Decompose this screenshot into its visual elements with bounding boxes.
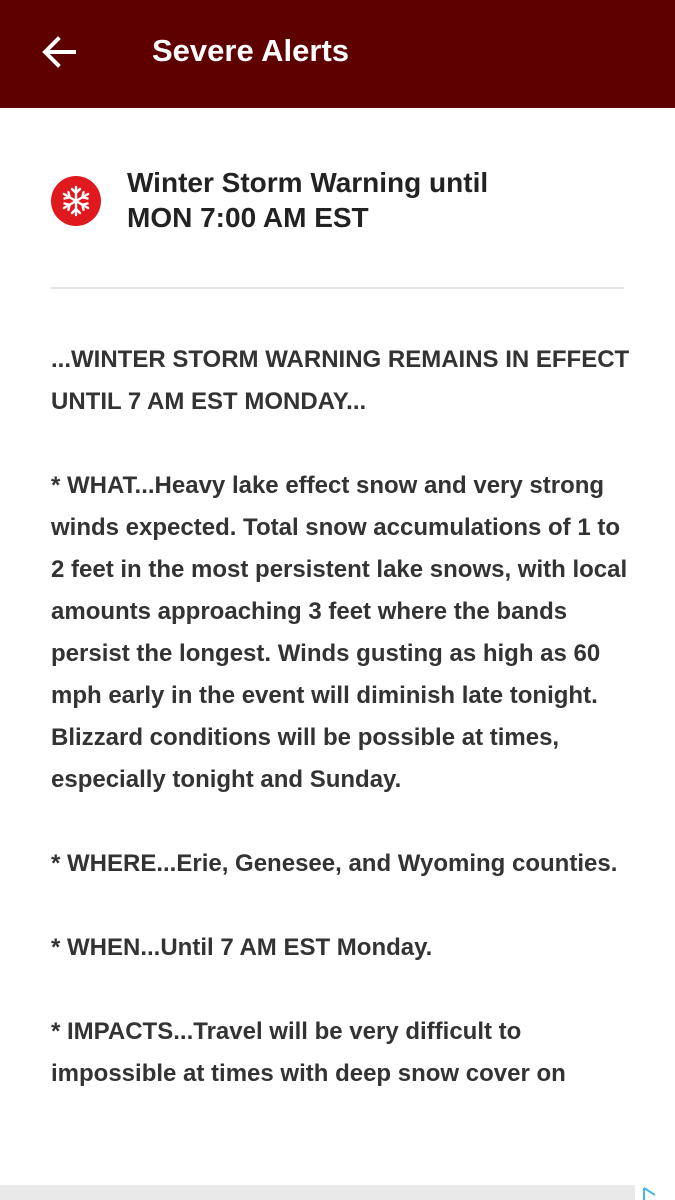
alert-title-line1: Winter Storm Warning until — [127, 167, 489, 198]
divider — [51, 287, 624, 289]
alert-where: * WHERE...Erie, Genesee, and Wyoming counties. — [51, 850, 618, 877]
alert-when: * WHEN...Until 7 AM EST Monday. — [51, 934, 433, 961]
alert-impacts: * IMPACTS...Travel will be very difficult to impossible at times with deep snow cover on — [51, 1018, 566, 1087]
ad-banner-strip — [0, 1185, 675, 1200]
page-title: Severe Alerts — [152, 33, 350, 68]
alert-title — [127, 165, 627, 235]
arrow-left-icon — [38, 30, 82, 74]
ad-choices-icon-wrap — [641, 1187, 667, 1200]
snowflake-icon — [51, 176, 101, 226]
ad-choices-icon — [641, 1187, 667, 1200]
alert-header — [0, 108, 675, 288]
ad-choices-button[interactable] — [635, 1185, 675, 1200]
back-button[interactable] — [38, 30, 82, 74]
alert-body — [51, 339, 631, 1137]
alert-type-icon — [51, 176, 101, 226]
app-bar — [0, 0, 675, 108]
alert-what: * WHAT...Heavy lake effect snow and very strong winds expected. Total snow accumulations of 1 to 2 feet in the most persistent lake snows, with local amounts approaching 3 feet where the bands persist the longest. Winds gusting as high as 60 mph early in the event will diminish late tonight. Blizzard conditions will be possible at times, especially tonight and Sunday. — [51, 472, 628, 793]
alert-headline: ...WINTER STORM WARNING REMAINS IN EFFECT UNTIL 7 AM EST MONDAY... — [51, 346, 630, 415]
alert-title-line2: MON 7:00 AM EST — [127, 202, 369, 233]
